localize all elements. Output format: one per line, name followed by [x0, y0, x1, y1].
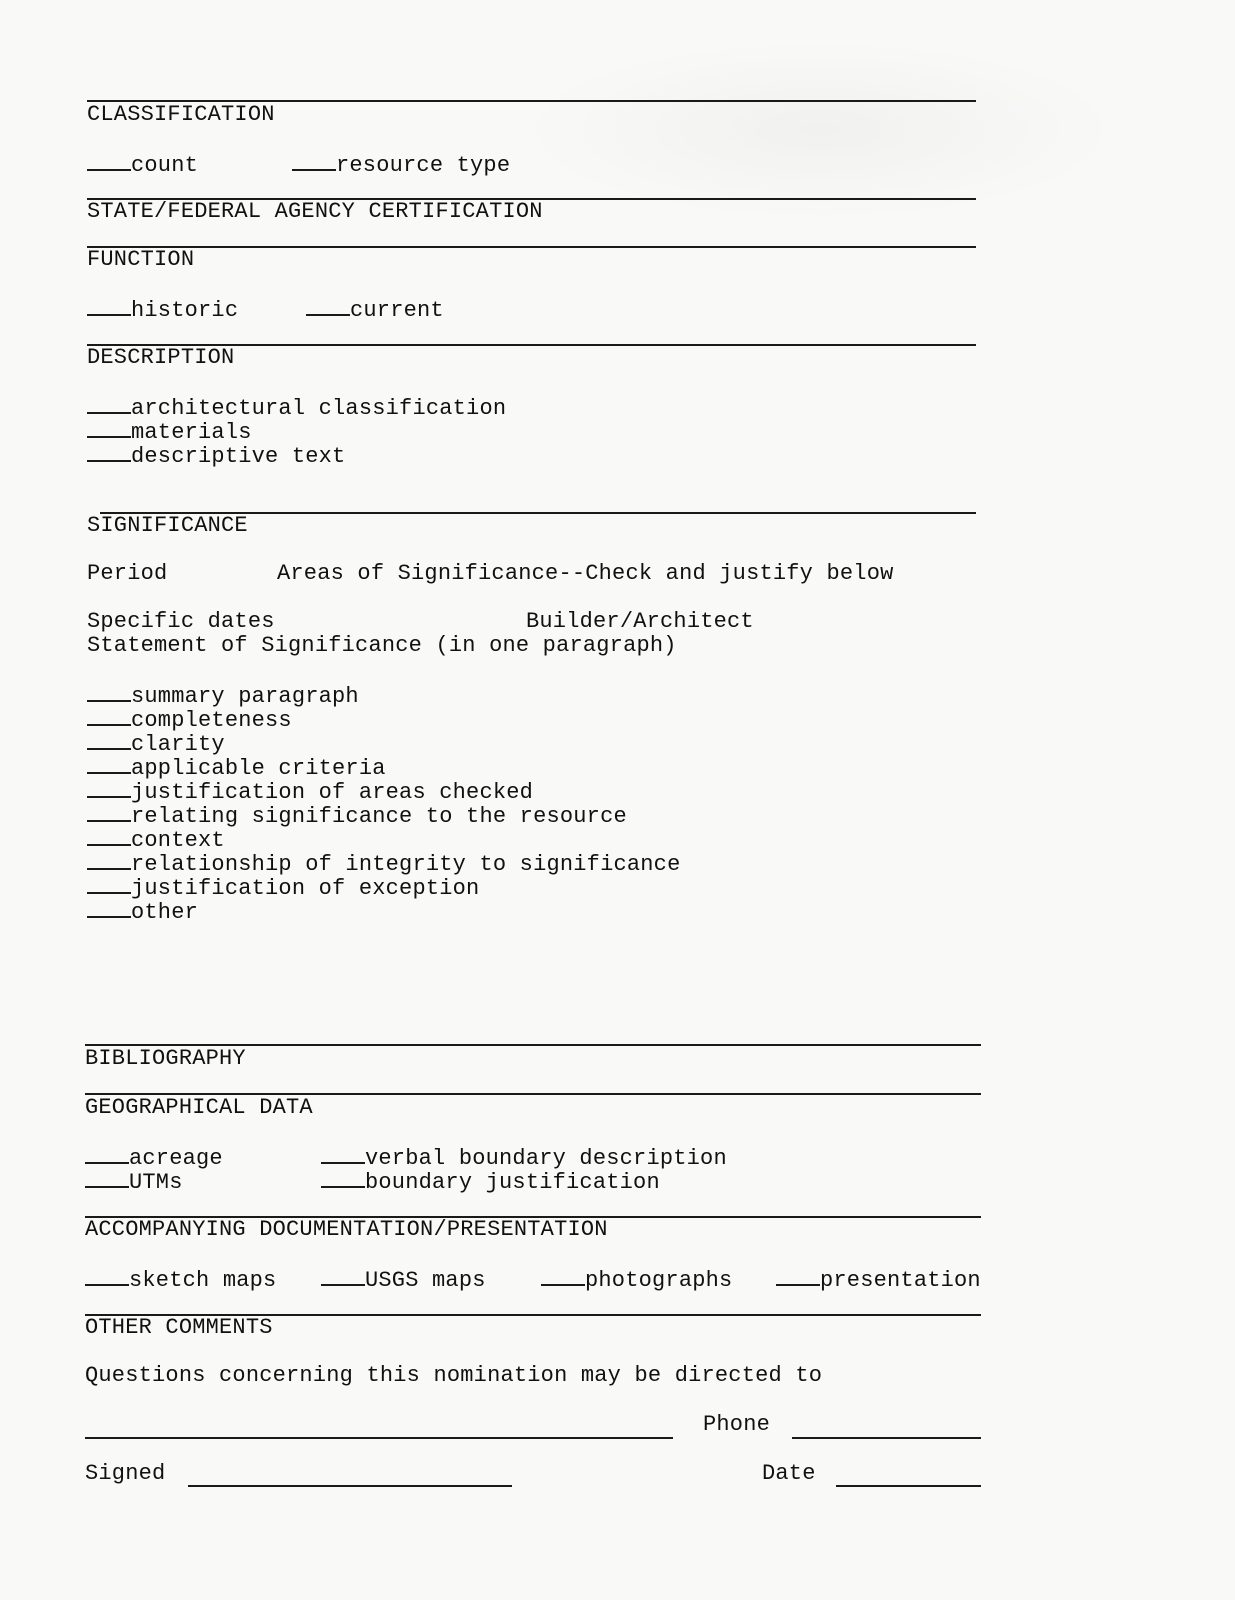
item-label: justification of areas checked [131, 780, 534, 805]
checkbox-blank[interactable] [306, 296, 350, 316]
checkbox-blank[interactable] [87, 874, 131, 894]
checkbox-blank[interactable] [87, 151, 131, 171]
significance-item [87, 706, 292, 733]
checkbox-blank[interactable] [87, 778, 131, 798]
significance-item [87, 802, 627, 829]
checkbox-blank[interactable] [87, 394, 131, 414]
significance-item [87, 682, 359, 709]
checkbox-blank[interactable] [321, 1144, 365, 1164]
checkbox-blank[interactable] [87, 802, 131, 822]
description-item [87, 442, 345, 469]
checkbox-blank[interactable] [87, 418, 131, 438]
item-label: relating significance to the resource [131, 804, 627, 829]
function-heading: FUNCTION [87, 247, 195, 272]
checkbox-blank[interactable] [87, 826, 131, 846]
checkbox-blank[interactable] [85, 1266, 129, 1286]
item-label: boundary justification [365, 1170, 660, 1195]
item-label: presentation [820, 1268, 981, 1293]
item-label: current [350, 298, 444, 323]
specific-dates-label: Specific dates [87, 609, 275, 634]
checkbox-blank[interactable] [87, 706, 131, 726]
checkbox-blank[interactable] [776, 1266, 820, 1286]
statement-label: Statement of Significance (in one paragraph) [87, 633, 677, 658]
description-heading: DESCRIPTION [87, 345, 235, 370]
classification-count-item [87, 151, 198, 178]
checkbox-blank[interactable] [87, 850, 131, 870]
function-historic-item [87, 296, 238, 323]
geo-utms-item [85, 1168, 183, 1195]
item-label: clarity [131, 732, 225, 757]
bibliography-heading: BIBLIOGRAPHY [85, 1046, 246, 1071]
date-line[interactable] [836, 1485, 981, 1487]
builder-architect-label: Builder/Architect [526, 609, 754, 634]
description-item [87, 418, 252, 445]
significance-item [87, 826, 225, 853]
item-label: summary paragraph [131, 684, 359, 709]
areas-label: Areas of Significance--Check and justify below [277, 561, 894, 586]
item-label: count [131, 153, 199, 178]
function-current-item [306, 296, 444, 323]
checkbox-blank[interactable] [292, 151, 336, 171]
checkbox-blank[interactable] [87, 296, 131, 316]
section-rule [87, 246, 976, 248]
date-label: Date [762, 1461, 816, 1486]
classification-heading: CLASSIFICATION [87, 102, 275, 127]
significance-item [87, 730, 225, 757]
doc-sketch-maps-item [85, 1266, 276, 1293]
item-label: historic [131, 298, 239, 323]
checkbox-blank[interactable] [87, 730, 131, 750]
signed-label: Signed [85, 1461, 166, 1486]
item-label: acreage [129, 1146, 223, 1171]
documentation-heading: ACCOMPANYING DOCUMENTATION/PRESENTATION [85, 1217, 608, 1242]
phone-label: Phone [703, 1412, 771, 1437]
description-item [87, 394, 506, 421]
doc-presentation-item [776, 1266, 981, 1293]
geographical-heading: GEOGRAPHICAL DATA [85, 1095, 313, 1120]
significance-item [87, 778, 533, 805]
checkbox-blank[interactable] [85, 1144, 129, 1164]
item-label: descriptive text [131, 444, 346, 469]
item-label: verbal boundary description [365, 1146, 727, 1171]
checkbox-blank[interactable] [87, 754, 131, 774]
signature-line[interactable] [188, 1485, 512, 1487]
questions-text: Questions concerning this nomination may be directed to [85, 1363, 823, 1388]
significance-item [87, 898, 198, 925]
item-label: materials [131, 420, 252, 445]
geo-boundary-justification-item [321, 1168, 660, 1195]
geo-verbal-boundary-item [321, 1144, 727, 1171]
doc-photographs-item [541, 1266, 732, 1293]
certification-heading: STATE/FEDERAL AGENCY CERTIFICATION [87, 199, 543, 224]
significance-item [87, 874, 479, 901]
item-label: relationship of integrity to significance [131, 852, 681, 877]
contact-name-line[interactable] [85, 1437, 673, 1439]
item-label: justification of exception [131, 876, 480, 901]
item-label: other [131, 900, 199, 925]
checkbox-blank[interactable] [321, 1168, 365, 1188]
faded-background-watermark [520, 40, 1120, 220]
item-label: resource type [336, 153, 511, 178]
checkbox-blank[interactable] [87, 442, 131, 462]
checkbox-blank[interactable] [87, 682, 131, 702]
checkbox-blank[interactable] [87, 898, 131, 918]
item-label: USGS maps [365, 1268, 486, 1293]
significance-heading: SIGNIFICANCE [87, 513, 248, 538]
geo-acreage-item [85, 1144, 223, 1171]
checkbox-blank[interactable] [541, 1266, 585, 1286]
checkbox-blank[interactable] [85, 1168, 129, 1188]
classification-resource-type-item [292, 151, 510, 178]
checkbox-blank[interactable] [321, 1266, 365, 1286]
significance-item [87, 850, 681, 877]
item-label: photographs [585, 1268, 733, 1293]
doc-usgs-maps-item [321, 1266, 486, 1293]
item-label: completeness [131, 708, 292, 733]
significance-item [87, 754, 386, 781]
comments-heading: OTHER COMMENTS [85, 1315, 273, 1340]
item-label: applicable criteria [131, 756, 386, 781]
item-label: architectural classification [131, 396, 507, 421]
period-label: Period [87, 561, 168, 586]
phone-line[interactable] [792, 1437, 981, 1439]
item-label: sketch maps [129, 1268, 277, 1293]
item-label: context [131, 828, 225, 853]
item-label: UTMs [129, 1170, 183, 1195]
